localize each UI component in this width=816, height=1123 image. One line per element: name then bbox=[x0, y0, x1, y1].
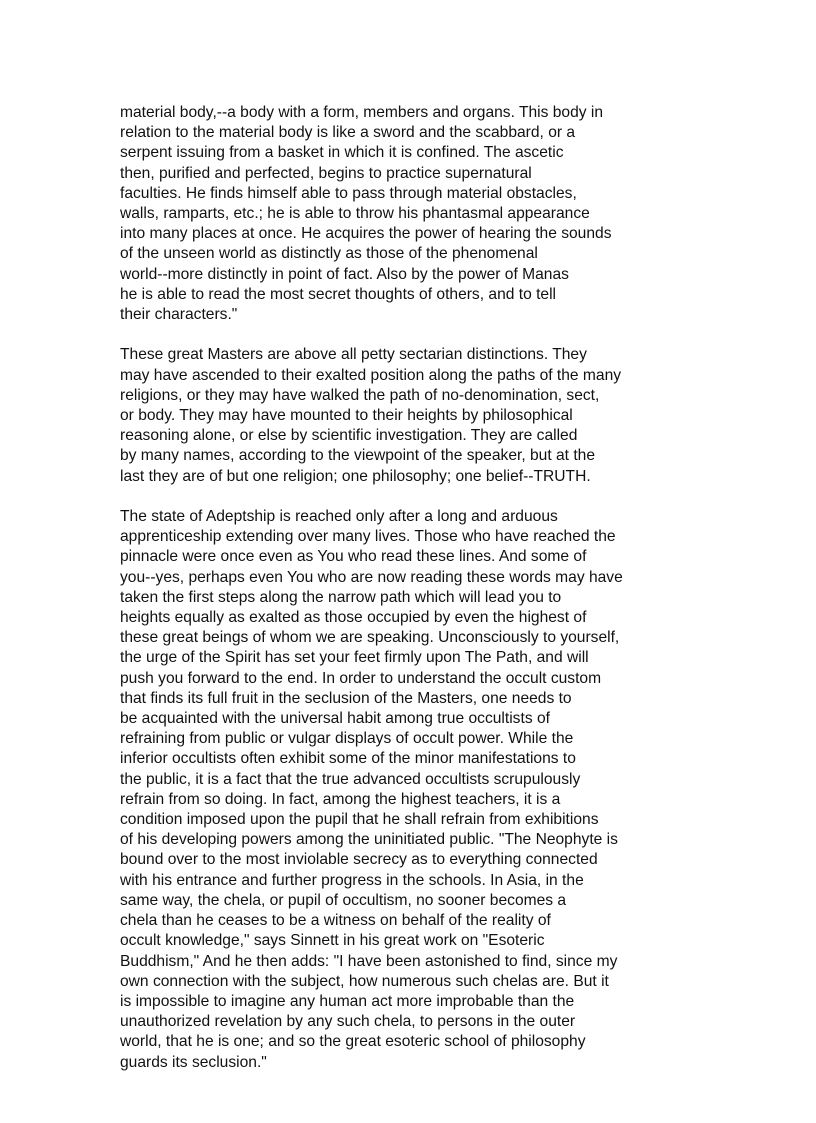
text-line: Buddhism," And he then adds: "I have been astonished to find, since my bbox=[120, 952, 618, 970]
text-line: world--more distinctly in point of fact. Also by the power of Manas bbox=[120, 265, 569, 283]
text-line: own connection with the subject, how numerous such chelas are. But it bbox=[120, 972, 609, 990]
text-line: chela than he ceases to be a witness on behalf of the reality of bbox=[120, 912, 551, 930]
text-line: the urge of the Spirit has set your feet firmly upon The Path, and will bbox=[120, 649, 589, 667]
text-line: reasoning alone, or else by scientific investigation. They are called bbox=[120, 427, 578, 445]
text-line: that finds its full fruit in the seclusion of the Masters, one needs to bbox=[120, 689, 572, 707]
paragraph-1 bbox=[120, 103, 680, 325]
text-line: may have ascended to their exalted position along the paths of the many bbox=[120, 366, 622, 384]
text-line: bound over to the most inviolable secrecy as to everything connected bbox=[120, 851, 598, 869]
text-line: material body,--a body with a form, members and organs. This body in bbox=[120, 104, 604, 121]
text-line: world, that he is one; and so the great esoteric school of philosophy bbox=[120, 1033, 586, 1051]
body-text bbox=[120, 103, 680, 1093]
text-line: be acquainted with the universal habit among true occultists of bbox=[120, 710, 550, 728]
text-line: last they are of but one religion; one philosophy; one belief--TRUTH. bbox=[120, 467, 591, 485]
text-line: occult knowledge," says Sinnett in his great work on "Esoteric bbox=[120, 932, 545, 950]
text-line: unauthorized revelation by any such chela, to persons in the outer bbox=[120, 1013, 576, 1031]
text-line: with his entrance and further progress in the schools. In Asia, in the bbox=[120, 871, 584, 889]
text-line: into many places at once. He acquires the power of hearing the sounds bbox=[120, 225, 612, 243]
text-line: push you forward to the end. In order to understand the occult custom bbox=[120, 669, 602, 687]
text-line: their characters." bbox=[120, 306, 238, 324]
text-line: is impossible to imagine any human act more improbable than the bbox=[120, 992, 575, 1010]
paragraph-3 bbox=[120, 507, 680, 1073]
text-line: these great beings of whom we are speaking. Unconsciously to yourself, bbox=[120, 629, 620, 647]
text-line: you--yes, perhaps even You who are now reading these words may have bbox=[120, 568, 623, 586]
text-line: These great Masters are above all petty sectarian distinctions. They bbox=[120, 346, 587, 364]
text-line: then, purified and perfected, begins to practice supernatural bbox=[120, 164, 532, 182]
text-line: The state of Adeptship is reached only after a long and arduous bbox=[120, 508, 558, 526]
text-line: condition imposed upon the pupil that he shall refrain from exhibitions bbox=[120, 811, 599, 829]
text-line: walls, ramparts, etc.; he is able to throw his phantasmal appearance bbox=[120, 205, 590, 223]
text-line: apprenticeship extending over many lives. Those who have reached the bbox=[120, 528, 616, 546]
text-line: inferior occultists often exhibit some of the minor manifestations to bbox=[120, 750, 576, 768]
text-line: guards its seclusion." bbox=[120, 1053, 267, 1071]
text-line: heights equally as exalted as those occupied by even the highest of bbox=[120, 609, 587, 627]
text-line: pinnacle were once even as You who read these lines. And some of bbox=[120, 548, 587, 566]
paragraph-2 bbox=[120, 345, 680, 486]
text-line: religions, or they may have walked the path of no-denomination, sect, bbox=[120, 386, 600, 404]
text-line: of the unseen world as distinctly as those of the phenomenal bbox=[120, 245, 538, 263]
text-line: the public, it is a fact that the true advanced occultists scrupulously bbox=[120, 770, 581, 788]
text-line: same way, the chela, or pupil of occultism, no sooner becomes a bbox=[120, 891, 567, 909]
text-line: faculties. He finds himself able to pass through material obstacles, bbox=[120, 184, 577, 202]
text-line: serpent issuing from a basket in which it is confined. The ascetic bbox=[120, 144, 564, 162]
text-line: refrain from so doing. In fact, among the highest teachers, it is a bbox=[120, 790, 561, 808]
text-line: or body. They may have mounted to their heights by philosophical bbox=[120, 407, 573, 425]
text-line: he is able to read the most secret thoughts of others, and to tell bbox=[120, 285, 557, 303]
text-line: of his developing powers among the uninitiated public. "The Neophyte is bbox=[120, 831, 618, 849]
text-line: refraining from public or vulgar displays of occult power. While the bbox=[120, 730, 574, 748]
text-line: relation to the material body is like a sword and the scabbard, or a bbox=[120, 124, 576, 142]
text-line: by many names, according to the viewpoint of the speaker, but at the bbox=[120, 447, 596, 465]
text-line: taken the first steps along the narrow path which will lead you to bbox=[120, 588, 562, 606]
